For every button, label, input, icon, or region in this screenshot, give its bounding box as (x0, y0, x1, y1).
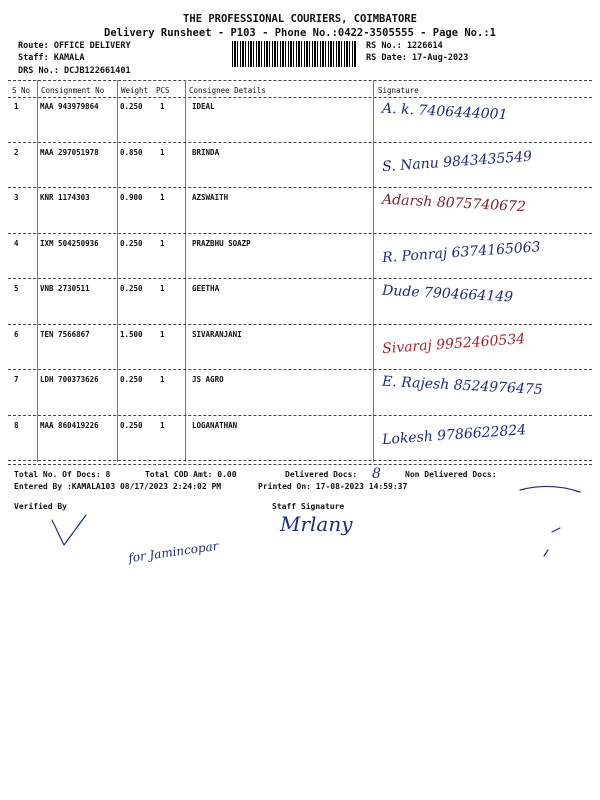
row-weight: 0.250 (120, 102, 143, 111)
row-consignment-no: IXM 504250936 (40, 238, 99, 248)
row-weight: 0.250 (120, 420, 143, 430)
drs-number: DRS No.: DCJB122661401 (18, 66, 131, 76)
column-divider (117, 80, 118, 462)
row-sno: 7 (14, 375, 19, 384)
route-label: Route: OFFICE DELIVERY (18, 41, 131, 51)
staff-signature-label: Staff Signature (272, 502, 345, 511)
row-signature: S. Nanu 9843435549 (381, 148, 533, 175)
row-separator (8, 460, 592, 461)
row-sno: 1 (14, 102, 19, 111)
delivered-docs-label: Delivered Docs: (285, 470, 358, 479)
non-delivered-docs-label: Non Delivered Docs: (405, 470, 497, 479)
row-sno: 4 (14, 238, 19, 248)
row-pcs: 1 (160, 147, 165, 157)
row-separator (8, 233, 592, 234)
row-consignment-no: TEN 7566867 (40, 329, 90, 339)
row-sno: 3 (14, 193, 19, 202)
row-consignee: SIVARANJANI (192, 329, 242, 339)
column-header-consignee: Consignee Details (189, 86, 266, 95)
rs-date: RS Date: 17-Aug-2023 (366, 53, 469, 63)
column-header-weight: Weight (121, 86, 149, 95)
row-weight: 0.250 (120, 284, 143, 293)
company-title: THE PROFESSIONAL COURIERS, COIMBATORE (183, 13, 417, 25)
row-sno: 6 (14, 329, 19, 339)
printed-on: Printed On: 17-08-2023 14:59:37 (258, 482, 408, 491)
verified-by-label: Verified By (14, 502, 67, 511)
row-signature: R. Ponraj 6374165063 (381, 238, 542, 266)
row-pcs: 1 (160, 102, 165, 111)
row-separator (8, 142, 592, 143)
row-pcs: 1 (160, 375, 165, 384)
delivered-docs-handwritten: 8 (372, 466, 381, 482)
row-consignment-no: VNB 2730511 (40, 284, 90, 293)
row-consignee: LOGANATHAN (192, 420, 238, 430)
total-cod: Total COD Amt: 0.00 (145, 470, 237, 479)
verifier-signature: for Jamincopar (127, 538, 220, 566)
row-weight: 0.900 (120, 193, 143, 202)
row-consignee: BRINDA (192, 147, 220, 157)
row-separator (8, 187, 592, 188)
column-header-consignment: Consignment No (41, 86, 105, 95)
row-pcs: 1 (160, 284, 165, 293)
row-consignee: GEETHA (192, 284, 220, 293)
column-header-signature: Signature (378, 86, 419, 95)
row-sno: 8 (14, 420, 19, 430)
row-signature: E. Rajesh 8524976475 (381, 373, 544, 399)
verifier-check-mark (40, 505, 120, 565)
stray-pen-marks (500, 470, 590, 590)
row-consignment-no: MAA 860419226 (40, 420, 99, 430)
column-divider (373, 80, 374, 462)
row-consignee: IDEAL (192, 102, 215, 111)
entered-by: Entered By :KAMALA103 08/17/2023 2:24:02 PM (14, 482, 222, 491)
row-separator (8, 278, 592, 279)
column-header-pcs: PCS (156, 86, 170, 95)
row-consignment-no: MAA 943979864 (40, 102, 99, 111)
total-docs: Total No. Of Docs: 8 (14, 470, 111, 479)
row-sno: 2 (14, 147, 19, 157)
runsheet-subtitle: Delivery Runsheet - P103 - Phone No.:0422-3505555 - Page No.:1 (104, 27, 496, 39)
row-signature: A. k. 7406444001 (381, 100, 508, 124)
row-signature: Dude 7904664149 (381, 282, 514, 306)
row-consignment-no: LDH 700373626 (40, 375, 99, 384)
row-separator (8, 415, 592, 416)
row-weight: 1.500 (120, 329, 143, 339)
table-bottom-border (8, 464, 592, 465)
row-signature: Sivaraj 9952460534 (381, 330, 526, 357)
row-consignee: JS AGRO (192, 375, 224, 384)
row-pcs: 1 (160, 193, 165, 202)
row-consignee: AZSWAITH (192, 193, 229, 202)
row-sno: 5 (14, 284, 19, 293)
row-signature: Adarsh 8075740672 (381, 191, 527, 216)
column-header-sno: S No (12, 86, 31, 95)
rs-number: RS No.: 1226614 (366, 41, 443, 51)
column-divider (37, 80, 38, 462)
row-pcs: 1 (160, 420, 165, 430)
table-header-border (8, 97, 592, 98)
barcode-image (232, 41, 356, 67)
staff-signature: Mrlany (280, 512, 353, 536)
row-pcs: 1 (160, 238, 165, 248)
staff-label: Staff: KAMALA (18, 53, 85, 63)
row-weight: 0.250 (120, 375, 143, 384)
row-consignment-no: KNR 1174303 (40, 193, 90, 202)
row-consignee: PRAZBHU SOAZP (192, 238, 251, 248)
row-separator (8, 324, 592, 325)
row-pcs: 1 (160, 329, 165, 339)
column-divider (185, 80, 186, 462)
row-weight: 0.850 (120, 147, 143, 157)
row-separator (8, 369, 592, 370)
table-top-border (8, 80, 592, 81)
row-weight: 0.250 (120, 238, 143, 248)
row-signature: Lokesh 9786622824 (381, 421, 527, 448)
row-consignment-no: MAA 297051978 (40, 147, 99, 157)
